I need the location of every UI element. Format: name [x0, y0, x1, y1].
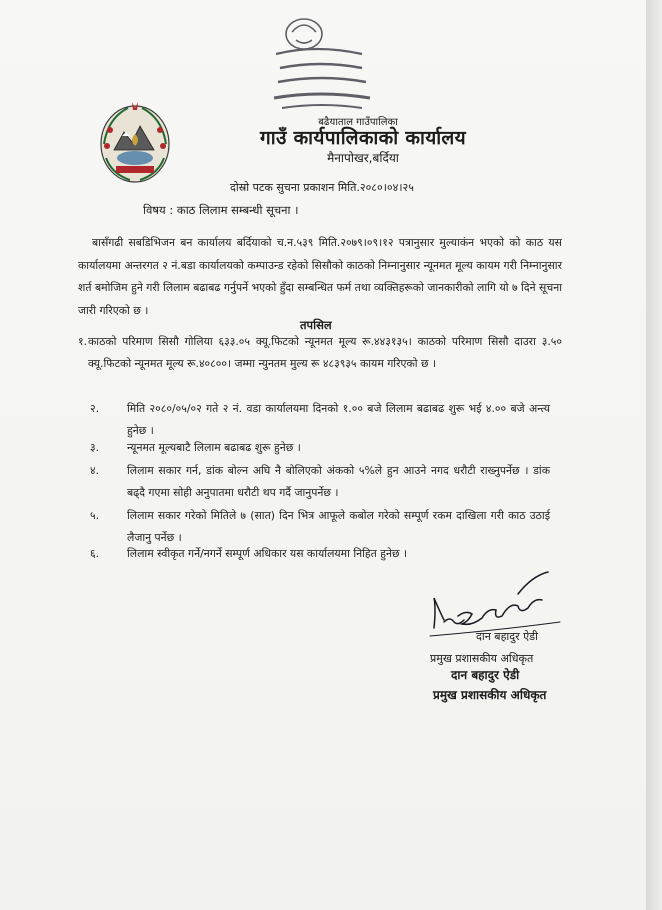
item-text: लिलाम स्वीकृत गर्ने/नगर्ने सम्पूर्ण अधिकार यस कार्यालयमा निहित हुनेछ । [127, 547, 408, 560]
item-number: १. [78, 335, 88, 348]
signatory-name: दान बहादुर ऐडी [476, 630, 538, 643]
office-seal-stamp [262, 10, 380, 120]
item-text: काठको परिमाण सिसौ गोलिया ६३३.०५ क्यू.फिटको न्यूनमत मूल्य रू.४४३१३५। काठको परिमाण सिसौ दाउरा ३.५० क्यू.फिटको न्यूनमत मूल्य रू.४०८००। जम्मा न्युनतम मुल्य रू ४८३९३५ कायम गरिएको छ । [88, 335, 562, 370]
item-text: मिति २०८०/०५/०२ गते २ नं. वडा कार्यालयमा दिनको १.०० बजे लिलाम बढाबढ शुरू भई ४.०० बजे अन्त्य हुनेछ । [127, 402, 550, 437]
item-number: ५. [90, 509, 100, 522]
item-number: ३. [90, 441, 100, 454]
item-text: न्यूनमत मूल्यबाटै लिलाम बढाबढ शुरू हुनेछ । [127, 441, 301, 454]
notice-publication-line: दोस्रो पटक सुचना प्रकाशन मिति.२०८०।०४।२५ [230, 181, 414, 194]
ward-name: बढैयाताल गाउँपालिका [318, 117, 398, 128]
office-address: मैनापोखर,बर्दिया [327, 151, 399, 165]
item-number: २. [90, 402, 100, 415]
item-text: लिलाम सकार गर्न, डांक बोल्न अघि नै बोलिएको अंकको ५%ले हुन आउने नगद धरौटी राख्नुपर्नेछ । डांक बढ्दै गएमा सोही अनुपातमा धरौटी थप गर्दै जानुपर्नेछ । [127, 464, 550, 499]
office-title: गाउँ कार्यपालिकाको कार्यालय [260, 127, 466, 149]
stamp-title: प्रमुख प्रशासकीय अधिकृत [433, 688, 547, 702]
item-number: ६. [90, 547, 100, 560]
details-heading: तपसिल [300, 318, 332, 332]
body-paragraph: बासँगढी सबडिभिजन बन कार्यालय बर्दियाको च.न.५३९ मिति.२०७९।०९।१२ पत्रानुसार मुल्याकंन भएको को काठ यस कार्यालयमा अन्तरगत २ नं.बडा कार्यालयको कम्पाउन्ड रहेको सिसौको काठको निम्नानुसार न्यूनमत मूल्य कायम गरी निम्नानुसार शर्त बमोजिम हुने गरी लिलाम बढाबढ गर्नुपर्ने भएको हुँदा सम्बन्धित फर्म तथा व्यक्तिहरूको जानकारीको लागि यो ७ दिने सूचना जारी गरिएको छ । [78, 236, 562, 317]
signatory-title: प्रमुख प्रशासकीय अधिकृत [430, 652, 534, 665]
scanner-edge [646, 0, 662, 910]
item-number: ४. [90, 464, 100, 477]
item-text: लिलाम सकार गरेको मितिले ७ (सात) दिन भित्र आफूले कबोल गरेको सम्पूर्ण रकम दाखिला गरी काठ उठाई लैजानु पर्नेछ । [127, 509, 550, 544]
subject-line: विषय : काठ लिलाम सम्बन्धी सूचना । [143, 203, 299, 217]
stamp-name: दान बहादुर ऐडी [451, 668, 520, 682]
